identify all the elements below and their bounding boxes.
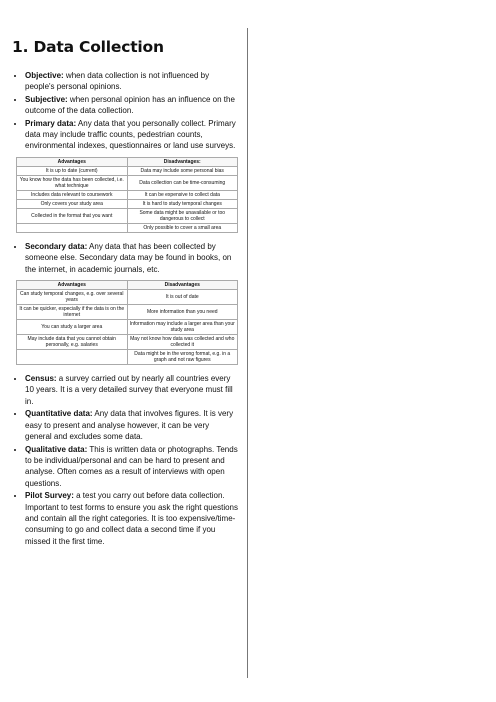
table-cell: It is hard to study temporal changes: [127, 199, 238, 208]
table-cell: More information than you need: [127, 305, 238, 320]
table-header: Advantages: [17, 157, 128, 166]
definitions-list-3: [12, 373, 238, 547]
table-cell: It can be quicker, especially if the data is on the internet: [17, 305, 128, 320]
table-row: [17, 290, 238, 305]
table-row: [17, 335, 238, 350]
definition: Any data that has been collected by someone else. Secondary data may be found in books, on the internet, in academic journals, etc.: [25, 241, 232, 274]
definitions-list-2: [12, 241, 238, 275]
term: Census:: [25, 374, 57, 384]
definition: This is written data or photographs. Tends to be individual/personal and can be hard to present and analyse. Often comes as a result of interviews with open questions.: [25, 444, 238, 488]
table-cell: It is up to date (current): [17, 166, 128, 175]
table-cell: Data collection can be time-consuming: [127, 175, 238, 190]
definition: a test you carry out before data collection. Important to test forms to ensure you ask the right questions and contain all the right categories. It is too expensive/time-consuming to go and collect data a second time if you missed it the first time.: [25, 491, 238, 546]
table-row: [17, 166, 238, 175]
list-item: [25, 241, 238, 275]
list-item: [25, 444, 238, 490]
left-column: [12, 38, 238, 548]
table-row: [17, 305, 238, 320]
term: Quantitative data:: [25, 409, 93, 419]
table-cell: You know how the data has been collected, i.e. what technique: [17, 175, 128, 190]
table-row: [17, 223, 238, 232]
list-item: [25, 490, 238, 547]
table-cell: [17, 350, 128, 365]
definition: Any data that involves figures. It is very easy to present and analyse however, it can be very general and excludes some data.: [25, 409, 234, 442]
list-item: [25, 94, 238, 117]
table-row: [17, 199, 238, 208]
table-cell: It is out of date: [127, 290, 238, 305]
term: Subjective:: [25, 94, 68, 104]
table-header-row: [17, 157, 238, 166]
table-cell: It can be expensive to collect data: [127, 190, 238, 199]
term: Qualitative data:: [25, 444, 88, 454]
table-row: [17, 190, 238, 199]
table-cell: Only possible to cover a small area: [127, 223, 238, 232]
list-item: [25, 373, 238, 407]
term: Pilot Survey:: [25, 491, 74, 501]
table-cell: Collected in the format that you want: [17, 208, 128, 223]
definition: when personal opinion has an influence on the outcome of the data collection.: [25, 94, 235, 116]
column-divider: [247, 28, 248, 678]
table-cell: You can study a larger area: [17, 320, 128, 335]
term: Secondary data:: [25, 241, 88, 251]
definitions-list-1: [12, 70, 238, 152]
table-cell: Includes data relevant to coursework: [17, 190, 128, 199]
page-title: 1. Data Collection: [12, 38, 164, 56]
secondary-data-table: [16, 280, 238, 365]
table-row: [17, 350, 238, 365]
list-item: [25, 408, 238, 442]
term: Objective:: [25, 71, 64, 80]
table-row: [17, 208, 238, 223]
list-item: [25, 118, 238, 152]
definition: when data collection is not influenced by people's personal opinions.: [25, 71, 210, 92]
definition: Any data that you personally collect. Primary data may include traffic counts, pedestrian counts, environmental indexes, questionnaires or land use surveys.: [25, 118, 236, 151]
table-cell: Data might be in the wrong format, e.g. in a graph and not raw figures: [127, 350, 238, 365]
list-item: [25, 70, 238, 93]
table-cell: May not know how data was collected and who collected it: [127, 335, 238, 350]
definition: a survey carried out by nearly all countries every 10 years. It is a very detailed survey that everyone must fill in.: [25, 374, 233, 406]
table-cell: Some data might be unavailable or too dangerous to collect: [127, 208, 238, 223]
table-cell: Data may include some personal bias: [127, 166, 238, 175]
table-header: Disadvantages: [127, 281, 238, 290]
table-cell: Only covers your study area: [17, 199, 128, 208]
primary-data-table: [16, 157, 238, 233]
table-row: [17, 175, 238, 190]
table-cell: Information may include a larger area than your study area: [127, 320, 238, 335]
table-cell: [17, 223, 128, 232]
term: Primary data:: [25, 118, 77, 128]
table-header: Advantages: [17, 281, 128, 290]
table-row: [17, 320, 238, 335]
table-header: Disadvantages:: [127, 157, 238, 166]
table-cell: Can study temporal changes, e.g. over several years: [17, 290, 128, 305]
table-header-row: [17, 281, 238, 290]
table-cell: May include data that you cannot obtain personally, e.g. salaries: [17, 335, 128, 350]
